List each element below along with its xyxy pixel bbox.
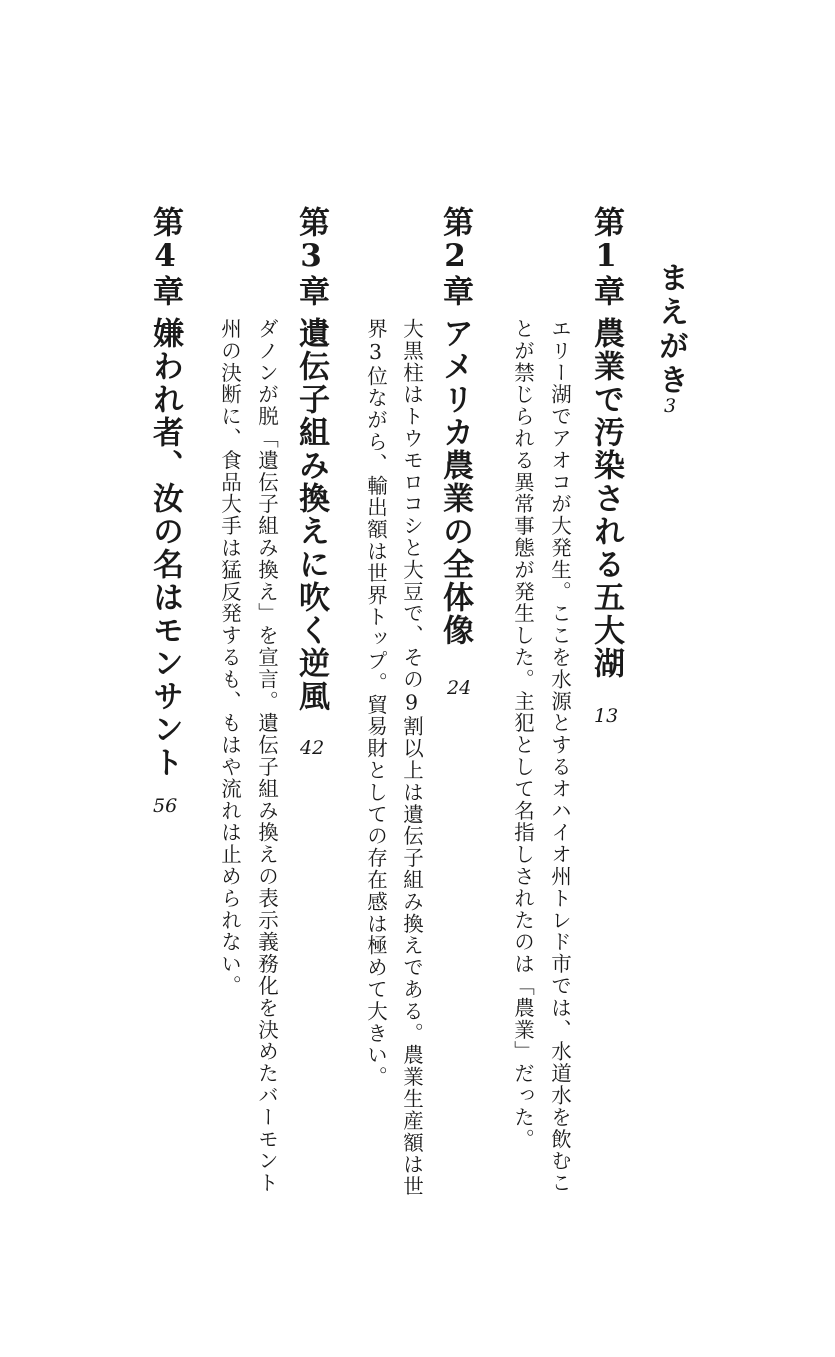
chapter-2-page-number: 24 (447, 677, 472, 699)
chapter-4-title: 嫌われ者、汝の名はモンサント (147, 317, 183, 779)
chapter-3-summary-line-1: ダノンが脱「遺伝子組み換え」を宣言。遺伝子組み換えの表示義務化を決めたバーモント (254, 318, 279, 1194)
chapter-2-summary-line-2: 界3位ながら、輸出額は世界トップ。貿易財としての存在感は極めて大きい。 (363, 318, 388, 1088)
chapter-4-label: 第4章 (147, 206, 183, 307)
chapter-1-summary-line-2: とが禁じられる異常事態が発生した。主犯として名指しされたのは「農業」だった。 (510, 318, 535, 1151)
preface-title: まえがき (653, 262, 688, 398)
chapter-1-label: 第1章 (588, 206, 624, 307)
chapter-2-title: アメリカ農業の全体像 (437, 317, 473, 647)
chapter-3-label: 第3章 (293, 206, 329, 307)
chapter-4-page-number: 56 (153, 795, 178, 817)
chapter-1-title: 農業で汚染される五大湖 (588, 317, 624, 680)
chapter-1-summary-line-1: エリー湖でアオコが大発生。ここを水源とするオハイオ州トレド市では、水道水を飲むこ (547, 318, 572, 1194)
chapter-1-page-number: 13 (594, 705, 619, 727)
chapter-3-summary-line-2: 州の決断に、食品大手は猛反発するも、もはや流れは止められない。 (217, 318, 242, 997)
chapter-3-title: 遺伝子組み換えに吹く逆風 (293, 317, 329, 713)
preface-page-number: 3 (664, 395, 677, 417)
chapter-2-summary-line-1: 大黒柱はトウモロコシと大豆で、その9割以上は遺伝子組み換えである。農業生産額は世 (399, 318, 424, 1198)
chapter-2-label: 第2章 (437, 206, 473, 307)
chapter-3-page-number: 42 (300, 737, 325, 759)
